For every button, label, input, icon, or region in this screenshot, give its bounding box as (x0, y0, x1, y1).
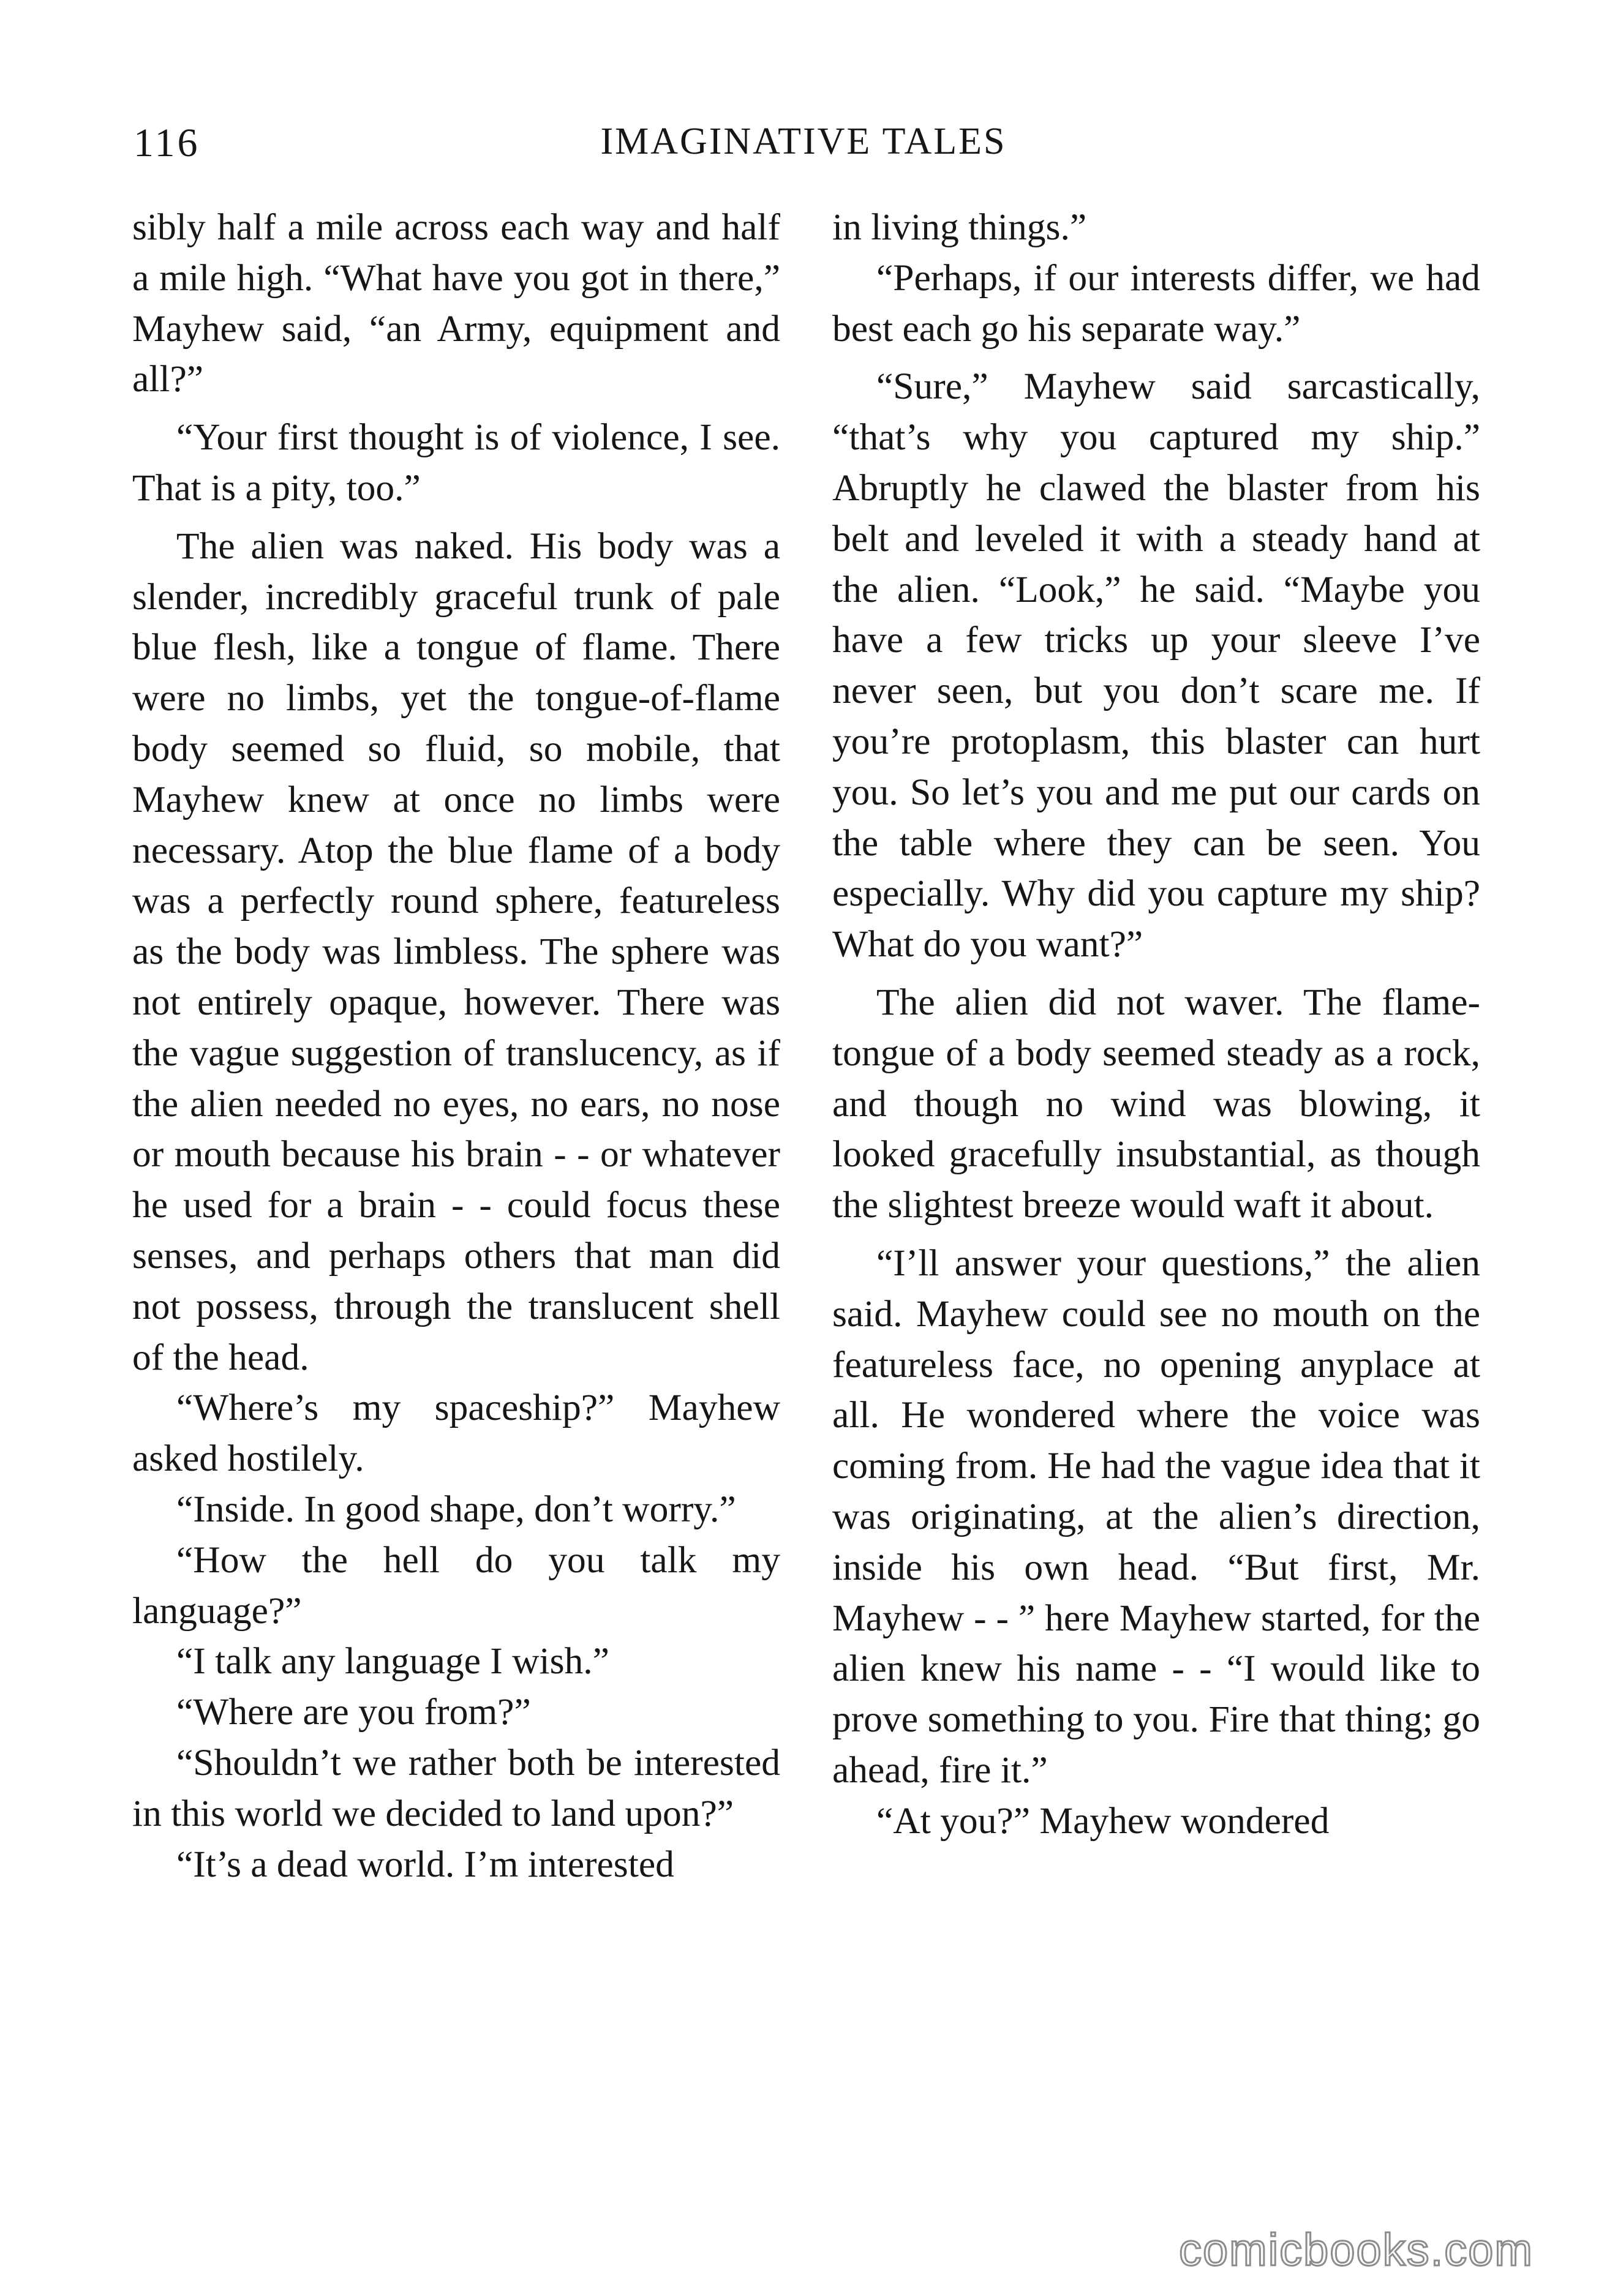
page-number: 116 (134, 121, 200, 165)
paragraph: The alien did not waver. The flame-tongue of a body seemed steady as a rock, and though no wind was blowing, it looked gracefully insubstantial, as though the slightest breeze would waft it about. (832, 981, 1480, 1226)
paragraph: “Shouldn’t we rather both be interested in this world we decided to land upon?” (132, 1741, 780, 1834)
paragraph: “I’ll answer your questions,” the alien said. Mayhew could see no mouth on the featureless face, no opening anyplace at all. He wondered where the voice was coming from. He had the vague idea that it was originating, at the alien’s direction, inside his own head. “But first, Mr. Mayhew - - ” here Mayhew started, for the alien knew his name - - “I would like to prove something to you. Fire that thing; go ahead, fire it.” (832, 1242, 1480, 1791)
paragraph: sibly half a mile across each way and half a mile high. “What have you got in there,” Mayhew said, “an Army, equipment and all?” (132, 206, 780, 400)
paragraph: “Inside. In good shape, don’t worry.” (176, 1488, 736, 1530)
paragraph: “Your first thought is of violence, I see. That is a pity, too.” (132, 416, 780, 509)
paragraph: in living things.” (832, 206, 1087, 248)
right-column (832, 202, 1480, 1847)
paragraph: “Where’s my spaceship?” Mayhew asked hostilely. (132, 1387, 780, 1480)
paragraph: “Where are you from?” (176, 1691, 531, 1733)
paragraph: “I talk any language I wish.” (176, 1640, 609, 1683)
paragraph: “How the hell do you talk my language?” (132, 1539, 780, 1632)
paragraph: “At you?” Mayhew wondered (876, 1799, 1330, 1842)
watermark: comicbooks.com (1178, 2224, 1534, 2275)
paragraph: “Perhaps, if our interests differ, we had best each go his separate way.” (832, 257, 1480, 350)
running-head: IMAGINATIVE TALES (600, 121, 1007, 162)
paragraph: “Sure,” Mayhew said sarcastically, “that’s why you captured my ship.” Abruptly he clawed the blaster from his belt and leveled it with a steady hand at the alien. “Look,” he said. “Maybe you have a few tricks up your sleeve I’ve never seen, but you don’t scare me. If you’re protoplasm, this blaster can hurt you. So let’s you and me put our cards on the table where they can be seen. You especially. Why did you capture my ship? What do you want?” (832, 366, 1480, 966)
paragraph: “It’s a dead world. I’m interested (176, 1843, 674, 1885)
left-column (132, 202, 780, 1889)
paragraph: The alien was naked. His body was a slender, incredibly graceful trunk of pale blue flesh, like a tongue of flame. There were no limbs, yet the tongue-of-flame body seemed so fluid, so mobile, that Mayhew knew at once no limbs were necessary. Atop the blue flame of a body was a perfectly round sphere, featureless as the body was limbless. The sphere was not entirely opaque, however. There was the vague suggestion of translucency, as if the alien needed no eyes, no ears, no nose or mouth because his brain - - or whatever he used for a brain - - could focus these senses, and perhaps others that man did not possess, through the translucent shell of the head. (132, 525, 780, 1378)
